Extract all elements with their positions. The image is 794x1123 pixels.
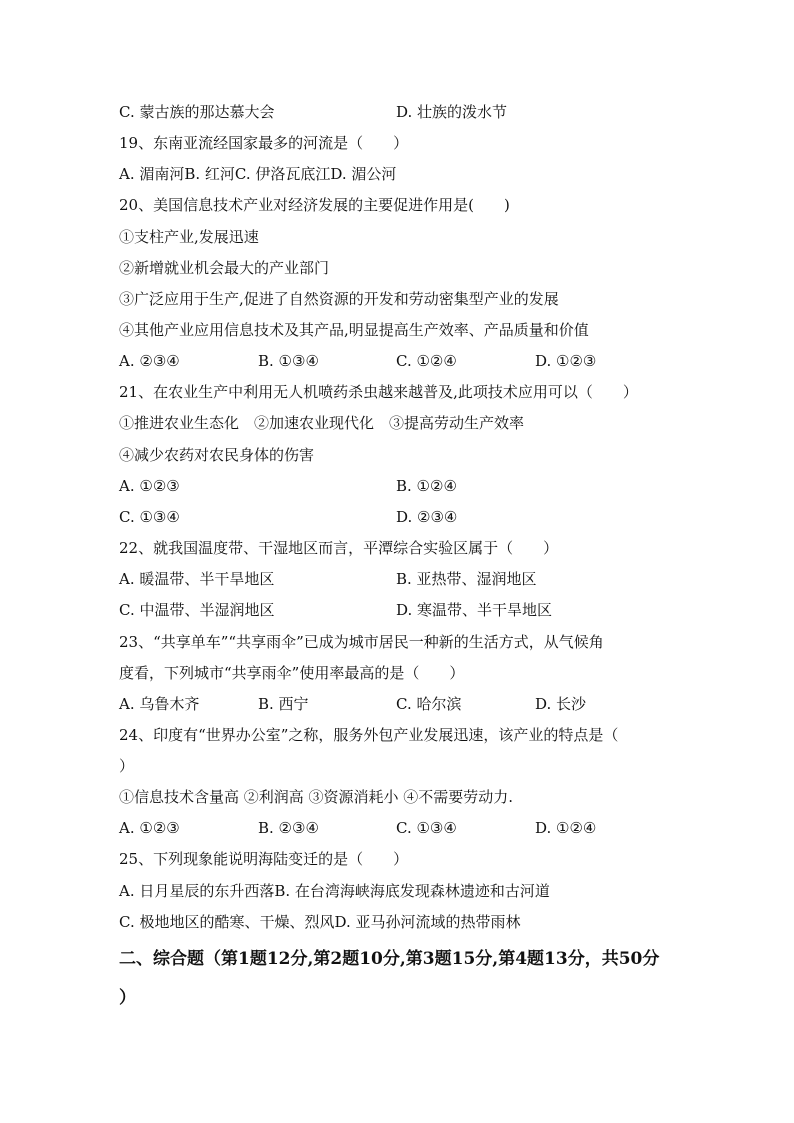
q21-statement-2: ④减少农药对农民身体的伤害 xyxy=(119,446,315,464)
q22-option-d: D. 寒温带、半干旱地区 xyxy=(396,601,553,619)
q20-statement-4: ④其他产业应用信息技术及其产品,明显提高生产效率、产品质量和价值 xyxy=(119,321,589,339)
question-20: 20、美国信息技术产业对经济发展的主要促进作用是( ) xyxy=(119,196,510,214)
question-24-line-1: 24、印度有“世界办公室”之称，服务外包产业发展迅速，该产业的特点是（ xyxy=(119,726,619,744)
section-2-heading-cont: ） xyxy=(119,988,136,1008)
q21-option-c: C. ①③④ xyxy=(119,508,180,526)
question-19: 19、东南亚流经国家最多的河流是（ ） xyxy=(119,134,409,152)
q25-options-line-1: A. 日月星辰的东升西落B. 在台湾海峡海底发现森林遗迹和古河道 xyxy=(119,882,550,900)
q20-statement-1: ①支柱产业,发展迅速 xyxy=(119,228,259,246)
q25-options-line-2: C. 极地地区的酷寒、干燥、烈风D. 亚马孙河流域的热带雨林 xyxy=(119,913,521,931)
q18-option-d: D. 壮族的泼水节 xyxy=(396,103,508,121)
question-22: 22、就我国温度带、干湿地区而言，平潭综合实验区属于（ ） xyxy=(119,539,559,557)
q22-option-c: C. 中温带、半湿润地区 xyxy=(119,601,275,619)
q21-option-d: D. ②③④ xyxy=(396,508,458,526)
q24-statement: ①信息技术含量高 ②利润高 ③资源消耗小 ④不需要劳动力. xyxy=(119,788,514,806)
q21-option-b: B. ①②④ xyxy=(396,477,457,495)
q20-option-c: C. ①②④ xyxy=(396,352,457,370)
section-2-heading: 二、综合题（第1题12分,第2题10分,第3题15分,第4题13分，共50分 xyxy=(119,949,660,969)
question-21: 21、在农业生产中利用无人机喷药杀虫越来越普及,此项技术应用可以（ ） xyxy=(119,383,638,401)
q20-option-d: D. ①②③ xyxy=(535,352,597,370)
q18-option-c: C. 蒙古族的那达慕大会 xyxy=(119,103,275,121)
q20-statement-3: ③广泛应用于生产,促进了自然资源的开发和劳动密集型产业的发展 xyxy=(119,290,559,308)
q23-option-a: A. 乌鲁木齐 xyxy=(119,695,200,713)
q24-option-d: D. ①②④ xyxy=(535,819,597,837)
q23-option-b: B. 西宁 xyxy=(258,695,309,713)
question-25: 25、下列现象能说明海陆变迁的是（ ） xyxy=(119,850,409,868)
q24-option-a: A. ①②③ xyxy=(119,819,180,837)
question-23-line-2: 度看，下列城市“共享雨伞”使用率最高的是（ ） xyxy=(119,664,465,682)
q20-statement-2: ②新增就业机会最大的产业部门 xyxy=(119,259,330,277)
question-19-options: A. 湄南河B. 红河C. 伊洛瓦底江D. 湄公河 xyxy=(119,165,397,183)
q20-option-a: A. ②③④ xyxy=(119,352,180,370)
q24-option-c: C. ①③④ xyxy=(396,819,457,837)
question-23-line-1: 23、“共享单车”“共享雨伞”已成为城市居民一种新的生活方式，从气候角 xyxy=(119,633,604,651)
q21-statement-1: ①推进农业生态化 ②加速农业现代化 ③提高劳动生产效率 xyxy=(119,414,525,432)
q20-option-b: B. ①③④ xyxy=(258,352,319,370)
q21-option-a: A. ①②③ xyxy=(119,477,180,495)
question-24-line-2: ） xyxy=(119,757,135,775)
q22-option-a: A. 暖温带、半干旱地区 xyxy=(119,570,275,588)
q22-option-b: B. 亚热带、湿润地区 xyxy=(396,570,537,588)
q23-option-d: D. 长沙 xyxy=(535,695,587,713)
q24-option-b: B. ②③④ xyxy=(258,819,319,837)
q23-option-c: C. 哈尔滨 xyxy=(396,695,462,713)
